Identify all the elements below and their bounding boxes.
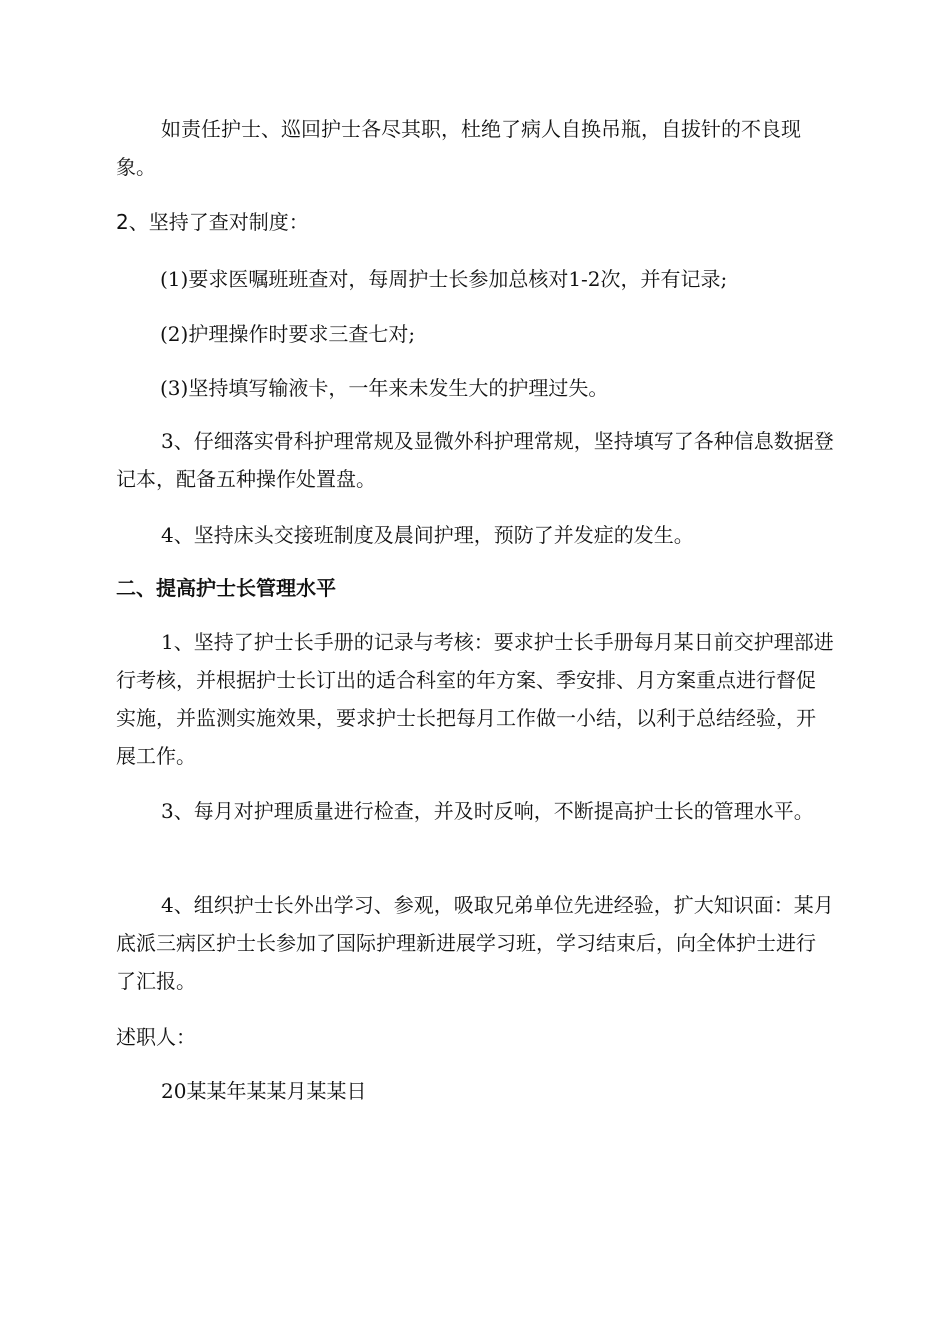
signature-label: 述职人： (116, 1025, 196, 1049)
paragraph-check-item-1: (1)要求医嘱班班查对，每周护士长参加总核对1-2次，并有记录; (160, 267, 728, 291)
paragraph-duty-responsibility: 如责任护士、巡回护士各尽其职，杜绝了病人自换吊瓶，自拔针的不良现象。 (116, 117, 801, 179)
signature-date: 20某某年某某月某某日 (161, 1079, 367, 1103)
paragraph-check-item-2: (2)护理操作时要求三查七对; (160, 322, 416, 346)
paragraph-quality-check: 3、每月对护理质量进行检查，并及时反响，不断提高护士长的管理水平。 (161, 799, 814, 823)
paragraph-study-visits: 4、组织护士长外出学习、参观，吸取兄弟单位先进经验，扩大知识面：某月底派三病区护士长参加了国际护理新进展学习班，学习结束后，向全体护士进行了汇报。 (116, 893, 834, 993)
paragraph-orthopedic-care: 3、仔细落实骨科护理常规及显微外科护理常规，坚持填写了各种信息数据登记本，配备五种操作处置盘。 (116, 429, 834, 491)
paragraph-check-system-title: 2、坚持了查对制度： (116, 210, 309, 234)
paragraph-bedside-handover: 4、坚持床头交接班制度及晨间护理，预防了并发症的发生。 (161, 523, 694, 547)
paragraph-head-nurse-handbook: 1、坚持了护士长手册的记录与考核：要求护士长手册每月某日前交护理部进行考核，并根据护士长订出的适合科室的年方案、季安排、月方案重点进行督促实施，并监测实施效果，要求护士长把每月工作做一小结，以利于总结经验，开展工作。 (116, 630, 834, 768)
paragraph-check-item-3: (3)坚持填写输液卡，一年来未发生大的护理过失。 (160, 376, 609, 400)
section-heading-management: 二、提高护士长管理水平 (116, 576, 336, 600)
